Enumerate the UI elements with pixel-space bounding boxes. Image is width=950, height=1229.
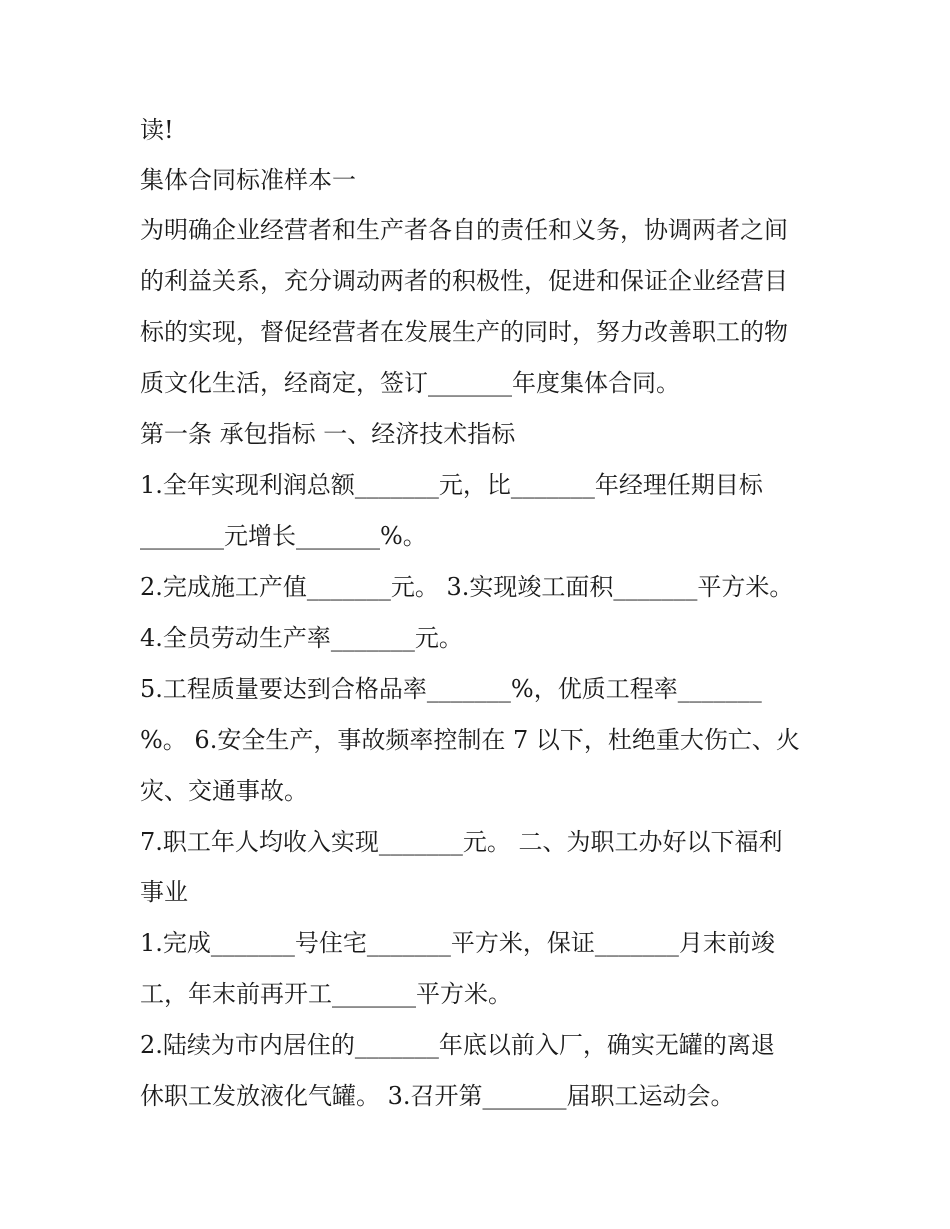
text-line: 休职工发放液化气罐。 3.召开第_______届职工运动会。	[140, 1082, 735, 1110]
text-line: 事业	[140, 878, 188, 906]
text-line: 2.完成施工产值_______元。 3.实现竣工面积_______平方米。	[140, 573, 794, 601]
text-line: 标的实现，督促经营者在发展生产的同时，努力改善职工的物	[140, 318, 788, 346]
text-line: 5.工程质量要达到合格品率_______%，优质工程率_______	[140, 675, 762, 703]
text-line: _______元增长_______%。	[140, 522, 427, 550]
text-line: 4.全员劳动生产率_______元。	[140, 624, 463, 652]
text-line: 2.陆续为市内居住的_______年底以前入厂，确实无罐的离退	[140, 1031, 775, 1059]
text-line: 7.职工年人均收入实现_______元。 二、为职工办好以下福利	[140, 828, 783, 856]
text-line: 灾、交通事故。	[140, 777, 308, 805]
text-line: 质文化生活，经商定，签订_______年度集体合同。	[140, 369, 680, 397]
text-line: 为明确企业经营者和生产者各自的责任和义务，协调两者之间	[140, 216, 788, 244]
text-line: 1.完成_______号住宅_______平方米，保证_______月末前竣	[140, 929, 775, 957]
text-line: 工，年末前再开工_______平方米。	[140, 980, 512, 1008]
text-line: 读!	[140, 116, 174, 144]
text-line: %。 6.安全生产，事故频率控制在 7 以下，杜绝重大伤亡、火	[140, 726, 800, 754]
text-line: 的利益关系，充分调动两者的积极性，促进和保证企业经营目	[140, 267, 788, 295]
section-heading: 第一条 承包指标 一、经济技术指标	[140, 420, 516, 448]
document-title: 集体合同标准样本一	[140, 166, 356, 194]
text-line: 1.全年实现利润总额_______元，比_______年经理任期目标	[140, 471, 763, 499]
